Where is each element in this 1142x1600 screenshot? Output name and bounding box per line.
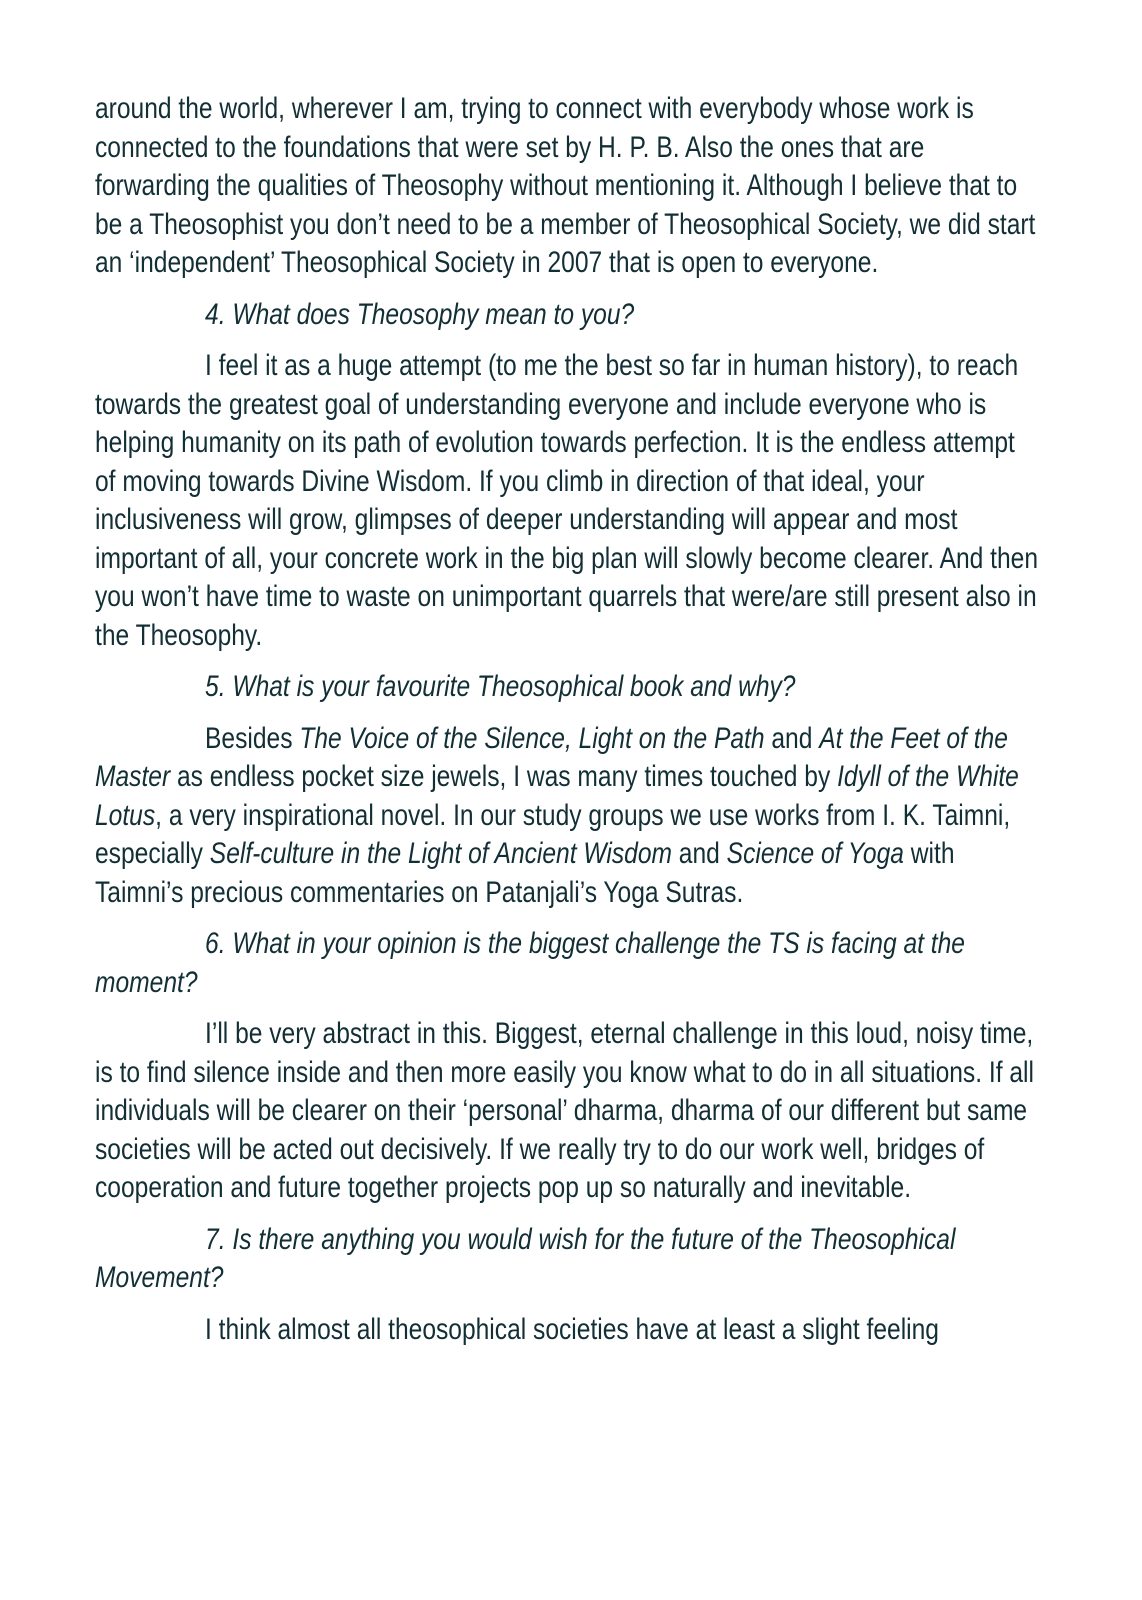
question-paragraph	[95, 668, 1041, 707]
answer-paragraph	[95, 1311, 1041, 1350]
document-body	[95, 90, 1041, 1362]
text-run: as endless pocket size jewels, I was many times touched by	[170, 760, 838, 793]
question-paragraph	[95, 925, 1041, 1002]
question-paragraph	[95, 296, 1041, 335]
italic-text-run: 7. Is there anything you would wish for the future of the Theosophical Movement?	[95, 1222, 956, 1294]
text-run: with Taimni’s precious commentaries on Patanjali’s Yoga Sutras.	[95, 837, 955, 909]
text-run: and	[671, 837, 727, 870]
answer-paragraph	[95, 90, 1041, 283]
italic-text-run: Science of Yoga	[726, 837, 904, 870]
italic-text-run: Idyll of the White Lotus	[95, 760, 1019, 832]
italic-text-run: 6. What in your opinion is the biggest challenge the TS is facing at the moment?	[95, 927, 965, 999]
italic-text-run: Self-culture in the Light of Ancient Wisdom	[209, 837, 672, 870]
italic-text-run: 4. What does Theosophy mean to you?	[205, 297, 635, 331]
text-run: I feel it as a huge attempt (to me the best so far in human history), to reach towards the greatest goal of understanding everyone and include everyone who is helping humanity on its path of evolution towards perfection. It is the endless attempt of moving towards Divine Wisdom. If you climb in direction of that ideal, your inclusiveness will grow, glimpses of deeper understanding will appear and most important of all, your concrete work in the big plan will slowly become clearer. And then you won’t have time to waste on unimportant quarrels that were/are still present also in the Theosophy.	[95, 349, 1039, 652]
text-run: I’ll be very abstract in this. Biggest, eternal challenge in this loud, noisy time, is to find silence inside and then more easily you know what to do in all situations. If all individuals will be clearer on their ‘personal’ dharma, dharma of our different but same societies will be acted out decisively. If we really try to do our work well, bridges of cooperation and future together projects pop up so naturally and inevitable.	[95, 1017, 1034, 1204]
answer-paragraph	[95, 1015, 1041, 1208]
italic-text-run: The Voice of the Silence, Light on the Path	[299, 721, 765, 755]
answer-paragraph	[95, 720, 1041, 913]
text-run: I think almost all theosophical societies have at least a slight feeling	[205, 1312, 939, 1346]
answer-paragraph	[95, 347, 1041, 655]
text-run: around the world, wherever I am, trying to connect with everybody whose work is connected to the foundations that were set by H. P. B. Also the ones that are forwarding the qualities of Theosophy without mentioning it. Although I believe that to be a Theosophist you don’t need to be a member of Theosophical Society, we did start an ‘independent’ Theosophical Society in 2007 that is open to everyone.	[95, 92, 1036, 279]
italic-text-run: 5. What is your favourite Theosophical book and why?	[205, 670, 796, 703]
question-paragraph	[95, 1221, 1041, 1298]
text-run: , a very inspirational novel. In our study groups we use works from I. K. Taimni, especially	[95, 798, 1011, 870]
text-run: Besides	[205, 721, 300, 755]
text-run: and	[764, 721, 820, 755]
italic-text-run: At the Feet of the Master	[95, 721, 1008, 793]
